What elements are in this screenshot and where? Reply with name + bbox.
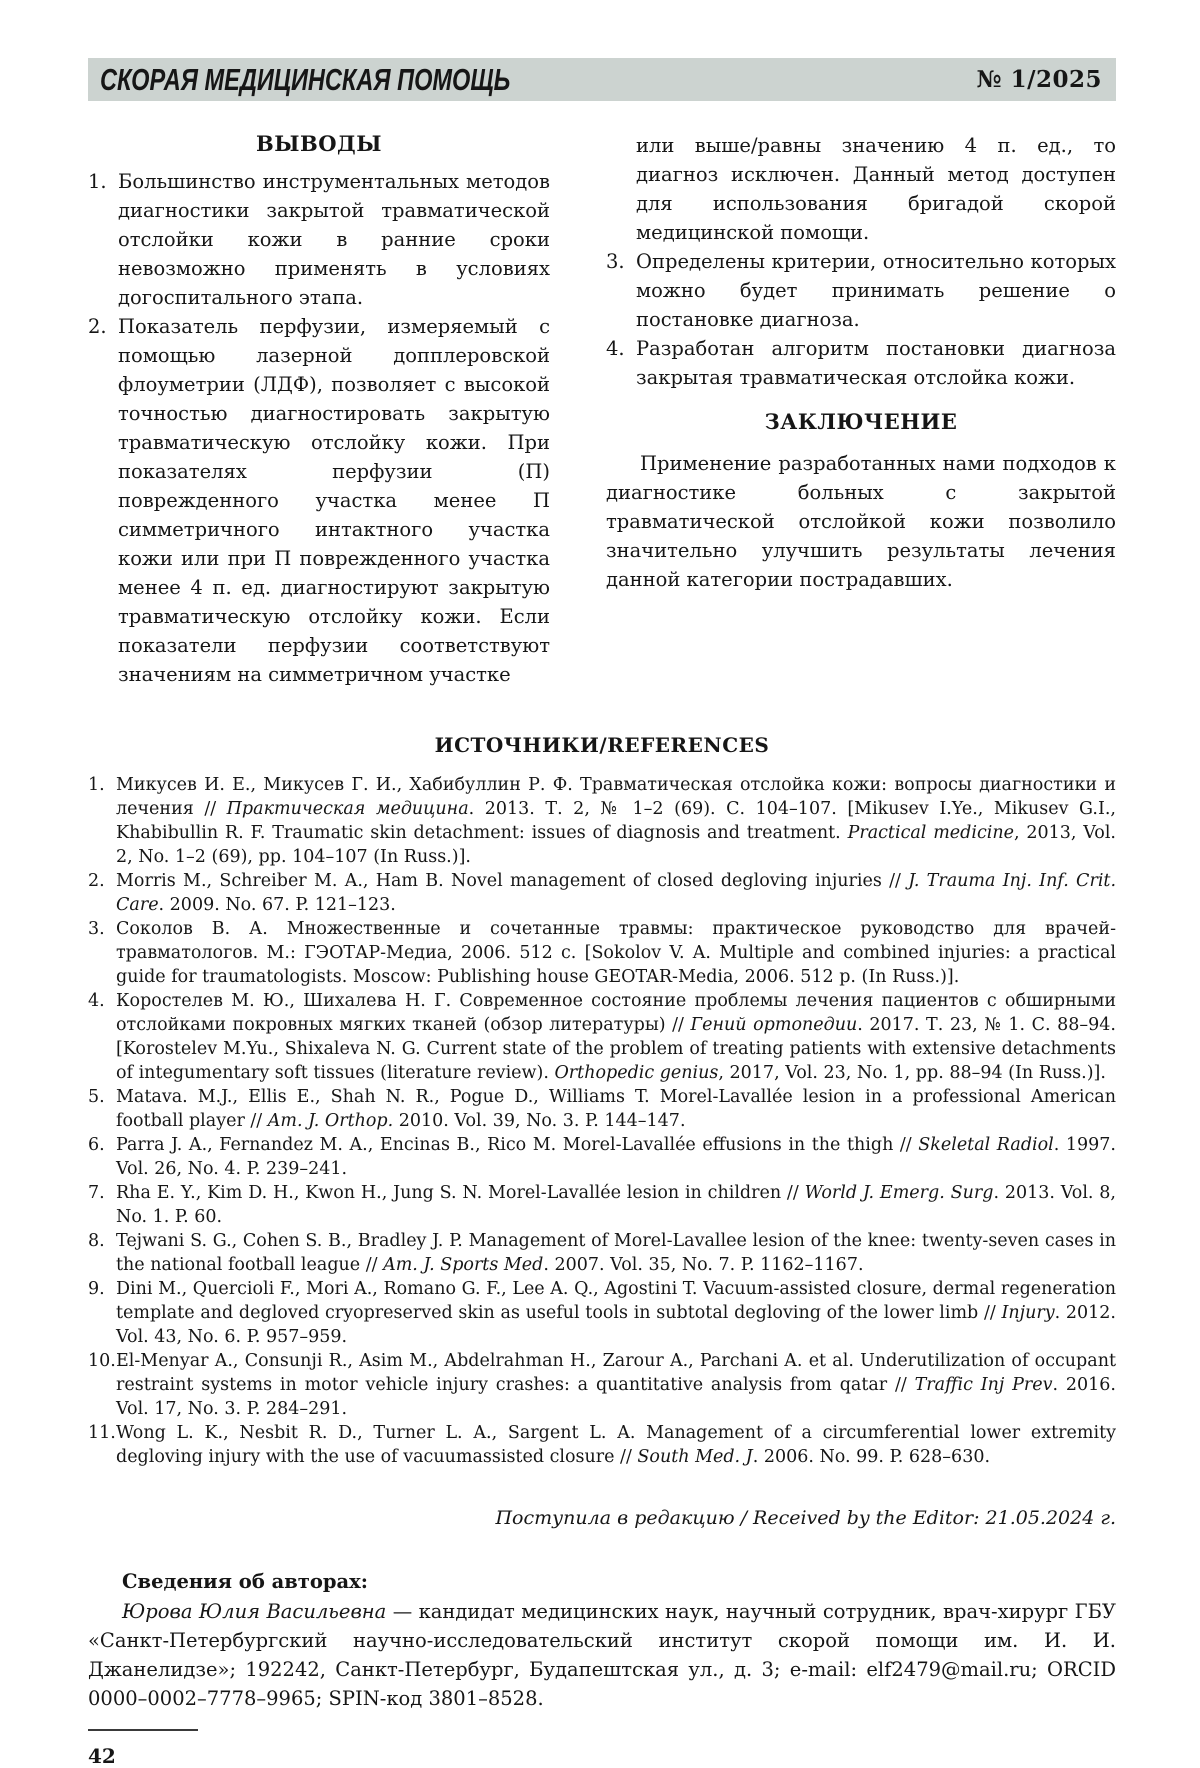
item-number: 2. xyxy=(88,315,107,338)
page-footer xyxy=(88,1729,1116,1768)
journal-title: СКОРАЯ МЕДИЦИНСКАЯ ПОМОЩЬ xyxy=(100,61,511,97)
authors-info-section xyxy=(88,1567,1116,1713)
reference-number: 7. xyxy=(88,1183,105,1203)
conclusion-item-4 xyxy=(606,334,1116,392)
item-text: Разработан алгоритм постановки диагноза закрытая травматическая отслойка кожи. xyxy=(636,337,1116,389)
reference-text: Соколов В. А. Множественные и сочетанные травмы: практическое руководство для врачей-травматологов. М.: ГЭОТАР-Медиа, 2006. 512 с. [Sokolov V. A. Multiple and combined injuries: a practical guide for traumatologists. Moscow: Publishing house GEOTAR-Media, 2006. 512 p. (In Russ.)]. xyxy=(116,919,1116,987)
reference-item xyxy=(88,1349,1116,1421)
footer-divider xyxy=(88,1729,198,1731)
page-number: 42 xyxy=(88,1744,116,1768)
conclusions-title: ВЫВОДЫ xyxy=(256,131,382,156)
reference-text: El-Menyar A., Consunji R., Asim M., Abdelrahman H., Zarour A., Parchani A. et al. Underutilization of occupant restraint systems in motor vehicle injury crashes: a quantitative analysis from qatar // Traffic Inj Prev. 2016. Vol. 17, No. 3. P. 284–291. xyxy=(116,1351,1116,1419)
author-details-paragraph xyxy=(88,1597,1116,1713)
journal-header xyxy=(88,58,1116,101)
reference-number: 9. xyxy=(88,1279,105,1299)
reference-number: 8. xyxy=(88,1231,105,1251)
conclusion-item-1 xyxy=(88,167,550,312)
reference-text: Matava. M.J., Ellis E., Shah N. R., Pogue D., Williams T. Morel-Lavallée lesion in a professional American football player // Am. J. Orthop. 2010. Vol. 39, No. 3. P. 144–147. xyxy=(116,1087,1116,1131)
conclusions-section xyxy=(88,131,1116,689)
author-name: Юрова Юлия Васильевна xyxy=(122,1600,387,1623)
item-text: Определены критерии, относительно которых можно будет принимать решение о постановке диагноза. xyxy=(636,250,1116,331)
issue-number: № 1/2025 xyxy=(976,66,1102,93)
item-text: Большинство инструментальных методов диагностики закрытой травматической отслойки кожи в ранние сроки невозможно применять в условиях догоспитального этапа. xyxy=(118,170,550,309)
reference-item xyxy=(88,773,1116,869)
references-title: ИСТОЧНИКИ/REFERENCES xyxy=(434,733,770,757)
conclusion-item-2-continuation xyxy=(606,131,1116,247)
final-conclusion-text: Применение разработанных нами подходов к диагностике больных с закрытой травматической отслойкой кожи позволило значительно улучшить результаты лечения данной категории пострадавших. xyxy=(606,452,1116,591)
reference-number: 2. xyxy=(88,871,105,891)
item-number: 4. xyxy=(606,337,625,360)
reference-item xyxy=(88,1181,1116,1229)
conclusions-right-column xyxy=(606,131,1116,689)
reference-item xyxy=(88,917,1116,989)
item-number: 3. xyxy=(606,250,625,273)
item-number: 1. xyxy=(88,170,107,193)
conclusion-item-2 xyxy=(88,312,550,689)
reference-number: 5. xyxy=(88,1087,105,1107)
reference-text: Rha E. Y., Kim D. H., Kwon H., Jung S. N. Morel-Lavallée lesion in children // World J. Emerg. Surg. 2013. Vol. 8, No. 1. P. 60. xyxy=(116,1183,1116,1227)
reference-text: Morris M., Schreiber M. A., Ham B. Novel management of closed degloving injuries // J. Trauma Inj. Inf. Crit. Care. 2009. No. 67. P. 121–123. xyxy=(116,871,1117,915)
references-section xyxy=(88,733,1116,1469)
reference-item xyxy=(88,1277,1116,1349)
conclusions-left-column xyxy=(88,131,550,689)
reference-number: 10. xyxy=(88,1351,116,1371)
reference-text: Tejwani S. G., Cohen S. B., Bradley J. P. Management of Morel-Lavallee lesion of the knee: twenty-seven cases in the national football league // Am. J. Sports Med. 2007. Vol. 35, No. 7. P. 1162–1167. xyxy=(116,1231,1116,1275)
reference-item xyxy=(88,989,1116,1085)
item-text: Показатель перфузии, измеряемый с помощью лазерной допплеровской флоуметрии (ЛДФ), позволяет с высокой точностью диагностировать закрытую травматическую отслойку кожи. При показателях перфузии (П) поврежденного участка менее П симметричного интактного участка кожи или при П поврежденного участка менее 4 п. ед. диагностируют закрытую травматическую отслойку кожи. Если показатели перфузии соответствуют значениям на симметричном участке xyxy=(118,315,550,686)
reference-text: Wong L. K., Nesbit R. D., Turner L. A., Sargent L. A. Management of a circumferential lower extremity degloving injury with the use of vacuumassisted closure // South Med. J. 2006. No. 99. P. 628–630. xyxy=(116,1423,1116,1467)
reference-item xyxy=(88,869,1116,917)
item-text: или выше/равны значению 4 п. ед., то диагноз исключен. Данный метод доступен для использования бригадой скорой медицинской помощи. xyxy=(636,134,1116,244)
reference-text: Микусев И. Е., Микусев Г. И., Хабибуллин Р. Ф. Травматическая отслойка кожи: вопросы диагностики и лечения // Практическая медицина. 2013. Т. 2, № 1–2 (69). С. 104–107. [Mikusev I.Ye., Mikusev G.I., Khabibullin R. F. Traumatic skin detachment: issues of diagnosis and treatment. Practical medicine, 2013, Vol. 2, No. 1–2 (69), pp. 104–107 (In Russ.)]. xyxy=(116,775,1116,867)
received-by-editor-line: Поступила в редакцию / Received by the Editor: 21.05.2024 г. xyxy=(495,1507,1116,1529)
reference-item xyxy=(88,1133,1116,1181)
reference-number: 1. xyxy=(88,775,105,795)
reference-number: 11. xyxy=(88,1423,116,1443)
reference-number: 6. xyxy=(88,1135,105,1155)
reference-text: Parra J. A., Fernandez M. A., Encinas B., Rico M. Morel-Lavallée effusions in the thigh // Skeletal Radiol. 1997. Vol. 26, No. 4. P. 239–241. xyxy=(116,1135,1116,1179)
reference-item xyxy=(88,1229,1116,1277)
final-conclusion-title: ЗАКЛЮЧЕНИЕ xyxy=(764,409,958,434)
authors-info-title: Сведения об авторах: xyxy=(122,1570,368,1593)
author-details: — кандидат медицинских наук, научный сотрудник, врач-хирург ГБУ «Санкт-Петербургский научно-исследовательский институт скорой помощи им. И. И. Джанелидзе»; 192242, Санкт-Петербург, Будапештская ул., д. 3; e-mail: elf2479@mail.ru; ORCID 0000–0002–7778–9965; SPIN-код 3801–8528. xyxy=(88,1600,1116,1710)
reference-number: 4. xyxy=(88,991,105,1011)
reference-text: Коростелев М. Ю., Шихалева Н. Г. Современное состояние проблемы лечения пациентов с обширными отслойками покровных мягких тканей (обзор литературы) // Гений ортопедии. 2017. Т. 23, № 1. С. 88–94. [Korostelev M.Yu., Shixaleva N. G. Current state of the problem of treating patients with extensive detachments of integumentary soft tissues (literature review). Orthopedic genius, 2017, Vol. 23, No. 1, pp. 88–94 (In Russ.)]. xyxy=(116,991,1116,1083)
reference-text: Dini M., Quercioli F., Mori A., Romano G. F., Lee A. Q., Agostini T. Vacuum-assisted closure, dermal regeneration template and degloved cryopreserved skin as useful tools in subtotal degloving of the lower limb // Injury. 2012. Vol. 43, No. 6. P. 957–959. xyxy=(116,1279,1116,1347)
reference-item xyxy=(88,1085,1116,1133)
reference-item xyxy=(88,1421,1116,1469)
references-list xyxy=(88,773,1116,1469)
reference-number: 3. xyxy=(88,919,105,939)
conclusion-item-3 xyxy=(606,247,1116,334)
